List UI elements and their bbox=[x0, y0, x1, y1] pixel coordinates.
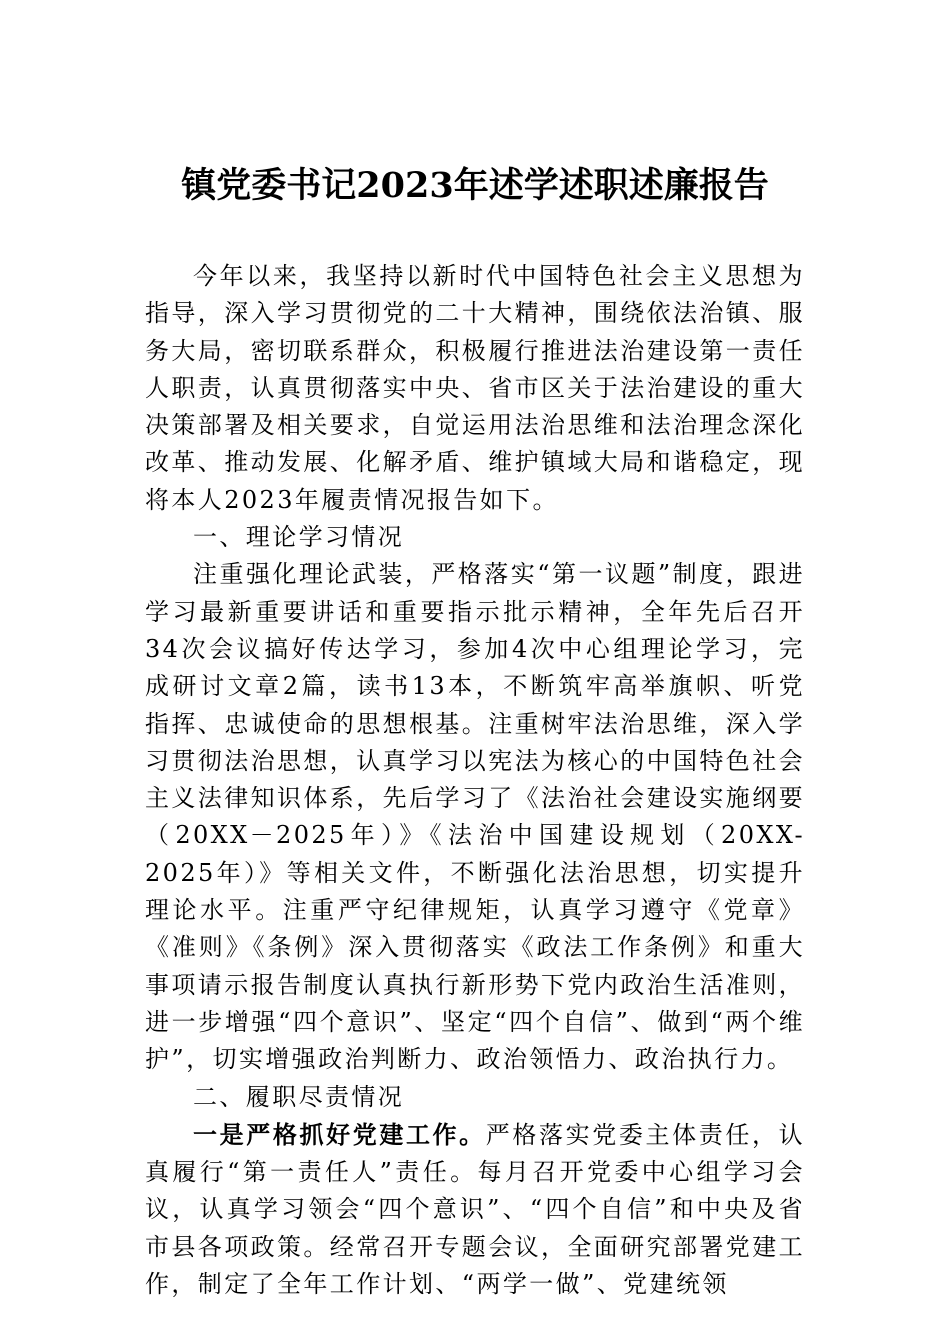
section-heading-theory-study: 一、理论学习情况 bbox=[193, 523, 405, 552]
document-body bbox=[145, 258, 805, 1303]
theory-study-paragraph: 注重强化理论武装，严格落实“第一议题”制度，跟进学习最新重要讲话和重要指示批示精神，全年先后召开34次会议搞好传达学习，参加4次中心组理论学习，完成研讨文章2篇，读书13本，不断筑牢高举旗帜、听党指挥、忠诚使命的思想根基。注重树牢法治思维，深入学习贯彻法治思想，认真学习以宪法为核心的中国特色社会主义法律知识体系，先后学习了《法治社会建设实施纲要（20XX－2025年）》《法治中国建设规划（20XX-2025年）》等相关文件，不断强化法治思想，切实提升理论水平。注重严守纪律规矩，认真学习遵守《党章》《准则》《条例》深入贯彻落实《政法工作条例》和重大事项请示报告制度认真执行新形势下党内政治生活准则，进一步增强“四个意识”、坚定“四个自信”、做到“两个维护”，切实增强政治判断力、政治领悟力、政治执行力。 bbox=[145, 560, 805, 1074]
duty-text: 严格落实党委主体责任，认真履行“第一责任人”责任。每月召开党委中心组学习会议，认真学习领会“四个意识”、“四个自信”和中央及省市县各项政策。经常召开专题会议，全面研究部署党建工作，制定了全年工作计划、“两学一做”、党建统领 bbox=[145, 1120, 805, 1299]
intro-paragraph: 今年以来，我坚持以新时代中国特色社会主义思想为指导，深入学习贯彻党的二十大精神，围绕依法治镇、服务大局，密切联系群众，积极履行推进法治建设第一责任人职责，认真贯彻落实中央、省市区关于法治建设的重大决策部署及相关要求，自觉运用法治思维和法治理念深化改革、推动发展、化解矛盾、维护镇域大局和谐稳定，现将本人2023年履责情况报告如下。 bbox=[145, 262, 805, 514]
document-title: 镇党委书记2023年述学述职述廉报告 bbox=[181, 165, 769, 206]
duty-paragraph bbox=[145, 1116, 805, 1303]
duty-lead-sentence: 一是严格抓好党建工作。 bbox=[193, 1119, 486, 1149]
section-heading-duty-performance: 二、履职尽责情况 bbox=[193, 1082, 405, 1111]
